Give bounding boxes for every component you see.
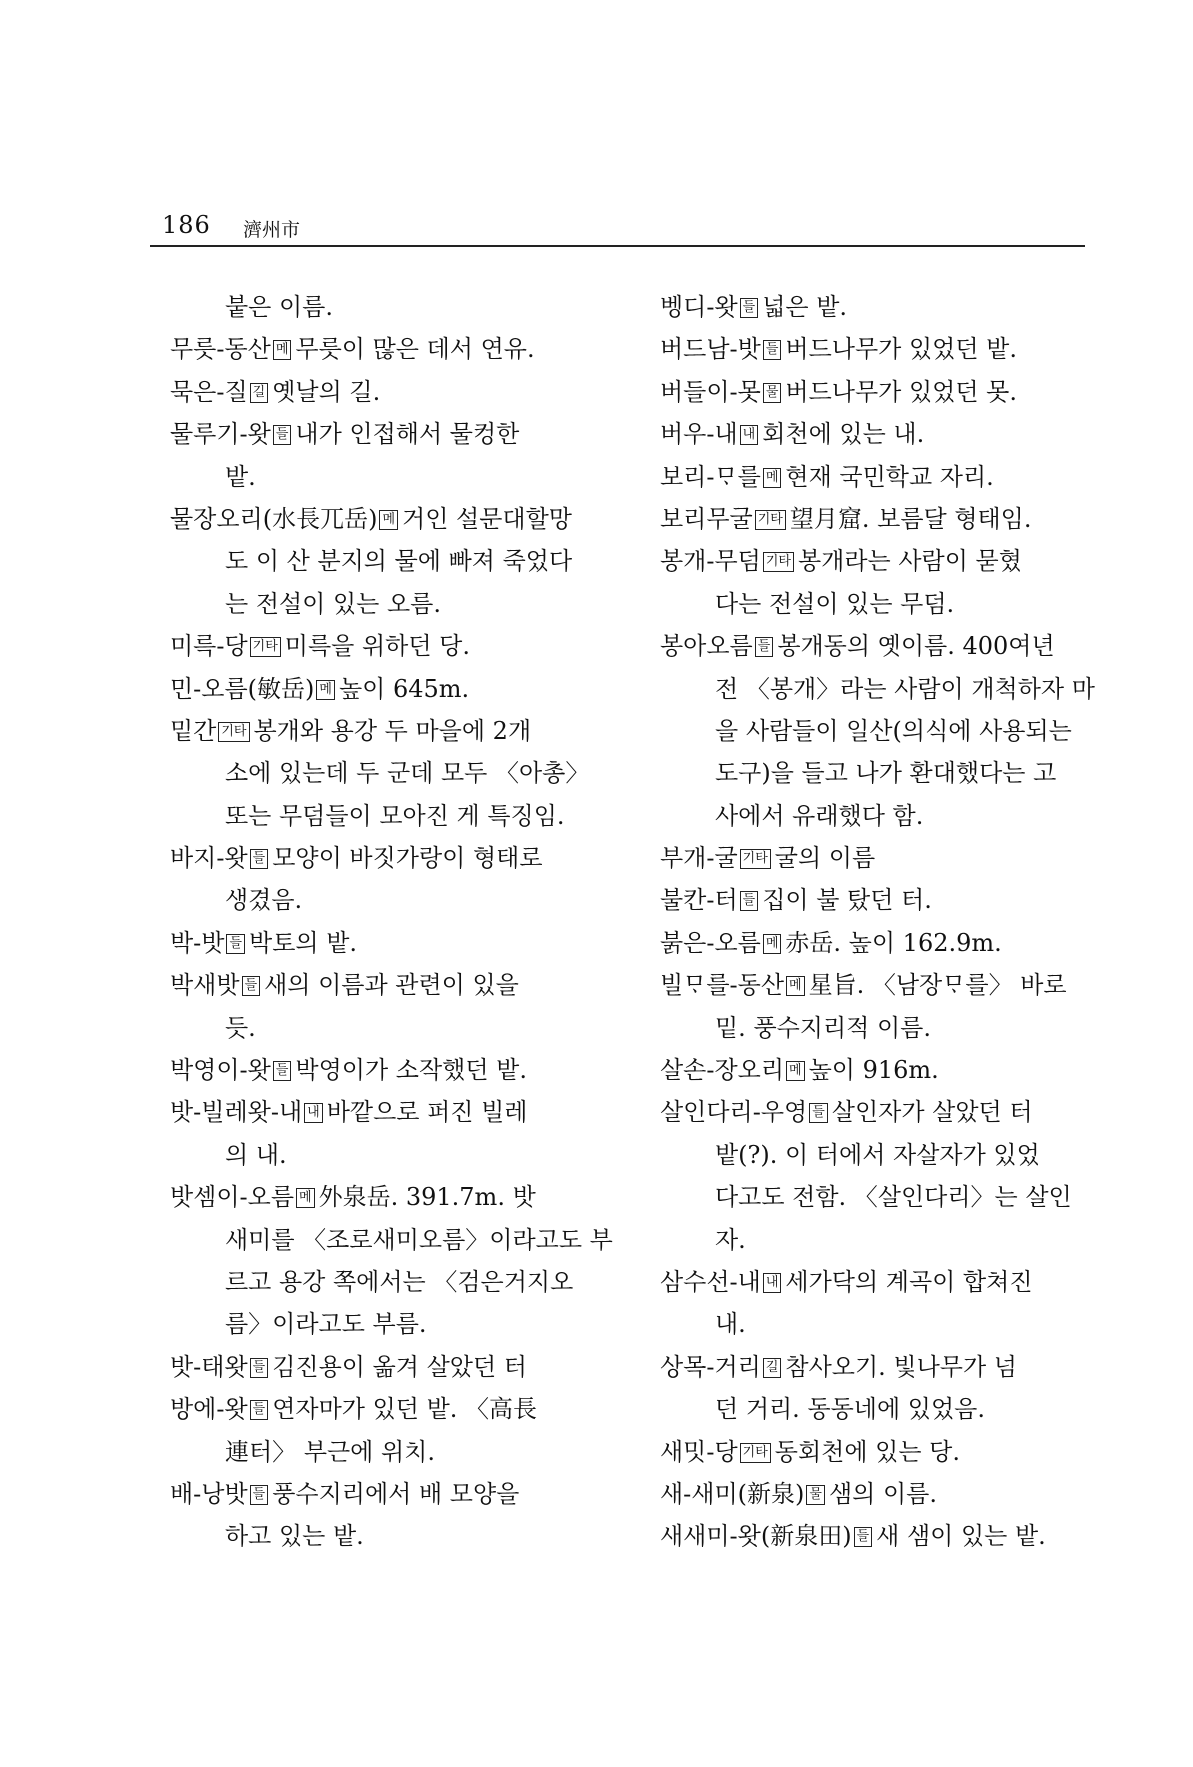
entry-text: 도 이 산 분지의 물에 빠져 죽었다 — [225, 547, 573, 576]
category-tag: 들 — [740, 298, 759, 318]
category-tag: 메 — [763, 934, 782, 954]
continuation-line — [660, 710, 1095, 752]
entry-line — [170, 710, 610, 752]
entry-line — [660, 625, 1095, 667]
entry-line — [170, 837, 610, 879]
entry-text: 소에 있는데 두 군데 모두 〈아총〉 — [225, 759, 590, 788]
entry-term: 물루기-왓 — [170, 420, 271, 449]
entry-text: 생겼음. — [225, 886, 303, 915]
entry-term: 박-밧 — [170, 928, 225, 957]
entry-text: 봉개와 용강 두 마을에 2개 — [253, 716, 532, 745]
continuation-line — [170, 1303, 610, 1345]
entry-text: 르고 용강 쪽에서는 〈검은거지오 — [225, 1267, 574, 1296]
category-tag: 기타 — [755, 510, 786, 530]
entry-text: 넓은 밭. — [762, 293, 848, 321]
entry-text: 을 사람들이 일산(의식에 사용되는 — [715, 716, 1072, 745]
continuation-line — [170, 1431, 610, 1473]
entry-text: 또는 무덤들이 모아진 게 특징임. — [225, 801, 565, 830]
category-tag: 메 — [316, 680, 335, 700]
entry-term: 밧-태왓 — [170, 1352, 248, 1381]
entry-line — [170, 1473, 610, 1515]
entry-text: 세가닥의 계곡이 합쳐진 — [785, 1267, 1033, 1296]
entry-text: 샘의 이름. — [828, 1479, 937, 1508]
entry-text: 모양이 바짓가랑이 형태로 — [272, 844, 543, 873]
entry-line — [170, 1049, 610, 1091]
entry-text: 무릇이 많은 데서 연유. — [295, 335, 535, 364]
continuation-line — [170, 752, 610, 794]
category-tag: 물 — [763, 383, 782, 403]
entry-text: 던 거리. 동동네에 있었음. — [715, 1395, 985, 1424]
entry-text: 집이 불 탔던 터. — [762, 886, 932, 915]
entry-term: 밧-빌레왓-내 — [170, 1098, 303, 1127]
page-header — [150, 205, 1085, 247]
entry-text: 동회천에 있는 당. — [774, 1437, 960, 1466]
entry-term: 버우-내 — [660, 420, 738, 449]
continuation-line — [660, 1134, 1095, 1176]
entry-line — [170, 1346, 610, 1388]
entry-term: 묵은-질 — [170, 377, 248, 406]
entry-term: 봉아오름 — [660, 632, 753, 661]
continuation-line — [660, 1007, 1095, 1049]
continuation-line — [660, 1303, 1095, 1345]
right-column — [660, 286, 1095, 1558]
category-tag: 기타 — [763, 552, 794, 572]
continuation-line — [170, 1515, 610, 1557]
entry-term: 버들이-못 — [660, 377, 761, 406]
entry-term: 방에-왓 — [170, 1395, 248, 1424]
category-tag: 기타 — [740, 1443, 771, 1463]
entry-text: 높이 916m. — [808, 1056, 939, 1085]
entry-text: 봉개동의 옛이름. 400여년 — [777, 632, 1055, 661]
category-tag: 기타 — [740, 849, 771, 869]
entry-text: 의 내. — [225, 1140, 287, 1169]
category-tag: 들 — [226, 934, 245, 954]
entry-line — [170, 1388, 610, 1430]
continuation-line — [660, 1388, 1095, 1430]
category-tag: 들 — [809, 1103, 828, 1123]
entry-line — [660, 498, 1095, 540]
entry-text: 버드나무가 있었던 못. — [785, 377, 1017, 406]
category-tag: 들 — [273, 425, 292, 445]
entry-text: 도구)을 들고 나가 환대했다는 고 — [715, 759, 1057, 788]
entry-text: 사에서 유래했다 함. — [715, 801, 924, 830]
entry-text: 전 〈봉개〉라는 사람이 개척하자 마 — [715, 674, 1095, 703]
category-tag: 들 — [854, 1527, 873, 1547]
entry-term: 상목-거리 — [660, 1352, 761, 1381]
entry-text: 내가 인접해서 물컹한 — [295, 420, 520, 449]
category-tag: 들 — [242, 976, 261, 996]
category-tag: 들 — [273, 1061, 292, 1081]
continuation-line — [170, 1007, 610, 1049]
entry-term: 살손-장오리 — [660, 1056, 785, 1085]
entry-term: 삼수선-내 — [660, 1267, 761, 1296]
entry-text: 새미를 〈조로새미오름〉이라고도 부 — [225, 1225, 613, 1254]
entry-term: 박새밧 — [170, 971, 240, 1000]
category-tag: 메 — [296, 1188, 315, 1208]
continuation-line — [170, 286, 610, 328]
continuation-line — [170, 1134, 610, 1176]
entry-text: 자. — [715, 1225, 746, 1254]
continuation-line — [170, 540, 610, 582]
entry-line — [660, 922, 1095, 964]
entry-text: 連터〉 부근에 위치. — [225, 1437, 435, 1466]
category-tag: 들 — [250, 1400, 269, 1420]
entry-text: 새의 이름과 관련이 있을 — [264, 971, 519, 1000]
entry-text: 박토의 밭. — [249, 928, 358, 957]
entry-text: 박영이가 소작했던 밭. — [295, 1056, 527, 1085]
entry-term: 밑간 — [170, 716, 217, 745]
entry-text: 김진용이 옮겨 살았던 터 — [272, 1352, 527, 1381]
entry-text: 높이 645m. — [338, 674, 470, 703]
entry-term: 봉개-무덤 — [660, 547, 761, 576]
entry-text: 밭(?). 이 터에서 자살자가 있었 — [715, 1140, 1040, 1169]
entry-term: 불칸-터 — [660, 886, 738, 915]
category-tag: 메 — [763, 468, 782, 488]
entry-text: 버드나무가 있었던 밭. — [785, 335, 1017, 364]
left-column — [170, 286, 613, 1558]
continuation-line — [660, 795, 1095, 837]
entry-text: 듯. — [225, 1013, 256, 1042]
entry-line — [660, 1091, 1095, 1133]
continuation-line — [660, 1176, 1095, 1218]
entry-text: 望月窟. 보름달 형태임. — [789, 504, 1032, 533]
entry-text: 연자마가 있던 밭. 〈高長 — [272, 1395, 538, 1424]
entry-term: 박영이-왓 — [170, 1056, 271, 1085]
entry-term: 부개-굴 — [660, 844, 738, 873]
entry-term: 새밋-당 — [660, 1437, 738, 1466]
entry-term: 물장오리(水長兀岳) — [170, 504, 378, 533]
entry-line — [660, 456, 1095, 498]
entry-line — [660, 964, 1095, 1006]
category-tag: 길 — [763, 1358, 782, 1378]
entry-term: 붉은-오름 — [660, 928, 761, 957]
entry-line — [170, 668, 610, 710]
entry-term: 새새미-왓(新泉田) — [660, 1522, 852, 1551]
entry-term: 보리무굴 — [660, 504, 753, 533]
entry-line — [660, 328, 1095, 370]
entry-term: 보리-ᄆᆞ를 — [660, 462, 761, 491]
entry-text: 밑. 풍수지리적 이름. — [715, 1013, 931, 1042]
category-tag: 길 — [250, 383, 269, 403]
category-tag: 메 — [273, 340, 292, 360]
category-tag: 메 — [786, 976, 805, 996]
entry-line — [660, 1431, 1095, 1473]
category-tag: 들 — [763, 340, 782, 360]
entry-line — [170, 371, 610, 413]
continuation-line — [170, 795, 610, 837]
entry-text: 참사오기. 빛나무가 넘 — [785, 1352, 1017, 1381]
entry-line — [660, 1346, 1095, 1388]
entry-line — [170, 498, 610, 540]
entry-text: 미륵을 위하던 당. — [284, 632, 470, 661]
category-tag: 내 — [304, 1103, 323, 1123]
entry-text: 하고 있는 밭. — [225, 1522, 364, 1551]
entry-text: 풍수지리에서 배 모양을 — [272, 1479, 520, 1508]
entry-term: 무릇-동산 — [170, 335, 271, 364]
entry-term: 새-새미(新泉) — [660, 1479, 805, 1508]
entry-text: 赤岳. 높이 162.9m. — [785, 928, 1002, 957]
entry-text: 름〉이라고도 부름. — [225, 1310, 427, 1339]
entry-line — [660, 1049, 1095, 1091]
continuation-line — [170, 1261, 610, 1303]
entry-text: 밭. — [225, 462, 256, 491]
entry-term: 버드남-밧 — [660, 335, 761, 364]
running-title: 濟州市 — [243, 219, 301, 241]
entry-text: 바깥으로 퍼진 빌레 — [326, 1098, 528, 1127]
entry-line — [170, 328, 610, 370]
entry-line — [660, 1261, 1095, 1303]
entry-line — [170, 964, 610, 1006]
entry-text: 는 전설이 있는 오름. — [225, 589, 441, 618]
entry-line — [660, 286, 1095, 328]
entry-text: 다는 전설이 있는 무덤. — [715, 589, 955, 618]
continuation-line — [170, 583, 610, 625]
entry-text: 옛날의 길. — [272, 377, 381, 406]
continuation-line — [660, 1219, 1095, 1261]
entry-line — [170, 413, 610, 455]
category-tag: 메 — [786, 1061, 805, 1081]
entry-text: 현재 국민학교 자리. — [785, 462, 994, 491]
entry-term: 바지-왓 — [170, 844, 248, 873]
entry-text: 새 샘이 있는 밭. — [876, 1522, 1046, 1551]
entry-term: 벵디-왓 — [660, 293, 738, 321]
continuation-line — [170, 456, 610, 498]
entry-line — [660, 371, 1095, 413]
category-tag: 들 — [755, 637, 774, 657]
entry-line — [660, 540, 1095, 582]
category-tag: 물 — [806, 1485, 825, 1505]
continuation-line — [660, 668, 1095, 710]
entry-term: 살인다리-우영 — [660, 1098, 808, 1127]
entry-text: 내. — [715, 1310, 746, 1339]
entry-text: 봉개라는 사람이 묻혔 — [797, 547, 1022, 576]
entry-line — [170, 922, 610, 964]
category-tag: 들 — [250, 849, 269, 869]
entry-term: 밧셈이-오름 — [170, 1183, 295, 1212]
entry-text: 회천에 있는 내. — [762, 420, 925, 449]
category-tag: 기타 — [250, 637, 281, 657]
category-tag: 내 — [740, 425, 759, 445]
entry-line — [660, 879, 1095, 921]
entry-line — [660, 1515, 1095, 1557]
entry-line — [170, 625, 610, 667]
category-tag: 메 — [379, 510, 398, 530]
entry-term: 배-낭밧 — [170, 1479, 248, 1508]
entry-text: 굴의 이름 — [774, 844, 876, 873]
entry-term: 빌ᄆᆞ를-동산 — [660, 971, 785, 1000]
category-tag: 들 — [250, 1485, 269, 1505]
entry-line — [170, 1091, 610, 1133]
entry-line — [170, 1176, 610, 1218]
continuation-line — [170, 879, 610, 921]
entry-line — [660, 413, 1095, 455]
entry-term: 민-오름(敏岳) — [170, 674, 315, 703]
entry-text: 外泉岳. 391.7m. 밧 — [318, 1183, 536, 1212]
entry-text: 살인자가 살았던 터 — [831, 1098, 1033, 1127]
continuation-line — [660, 752, 1095, 794]
entry-text: 다고도 전함. 〈살인다리〉는 살인 — [715, 1183, 1072, 1212]
entry-text: 붙은 이름. — [225, 293, 333, 321]
entry-text: 星旨. 〈남장ᄆᆞ를〉 바로 — [808, 971, 1067, 1000]
entry-line — [660, 837, 1095, 879]
category-tag: 들 — [740, 891, 759, 911]
continuation-line — [660, 583, 1095, 625]
entry-text: 거인 설문대할망 — [402, 504, 572, 533]
category-tag: 내 — [763, 1273, 782, 1293]
continuation-line — [170, 1219, 613, 1261]
entry-term: 미륵-당 — [170, 632, 248, 661]
category-tag: 들 — [250, 1358, 269, 1378]
category-tag: 기타 — [218, 722, 249, 742]
page-number: 186 — [162, 211, 211, 239]
entry-line — [660, 1473, 1095, 1515]
